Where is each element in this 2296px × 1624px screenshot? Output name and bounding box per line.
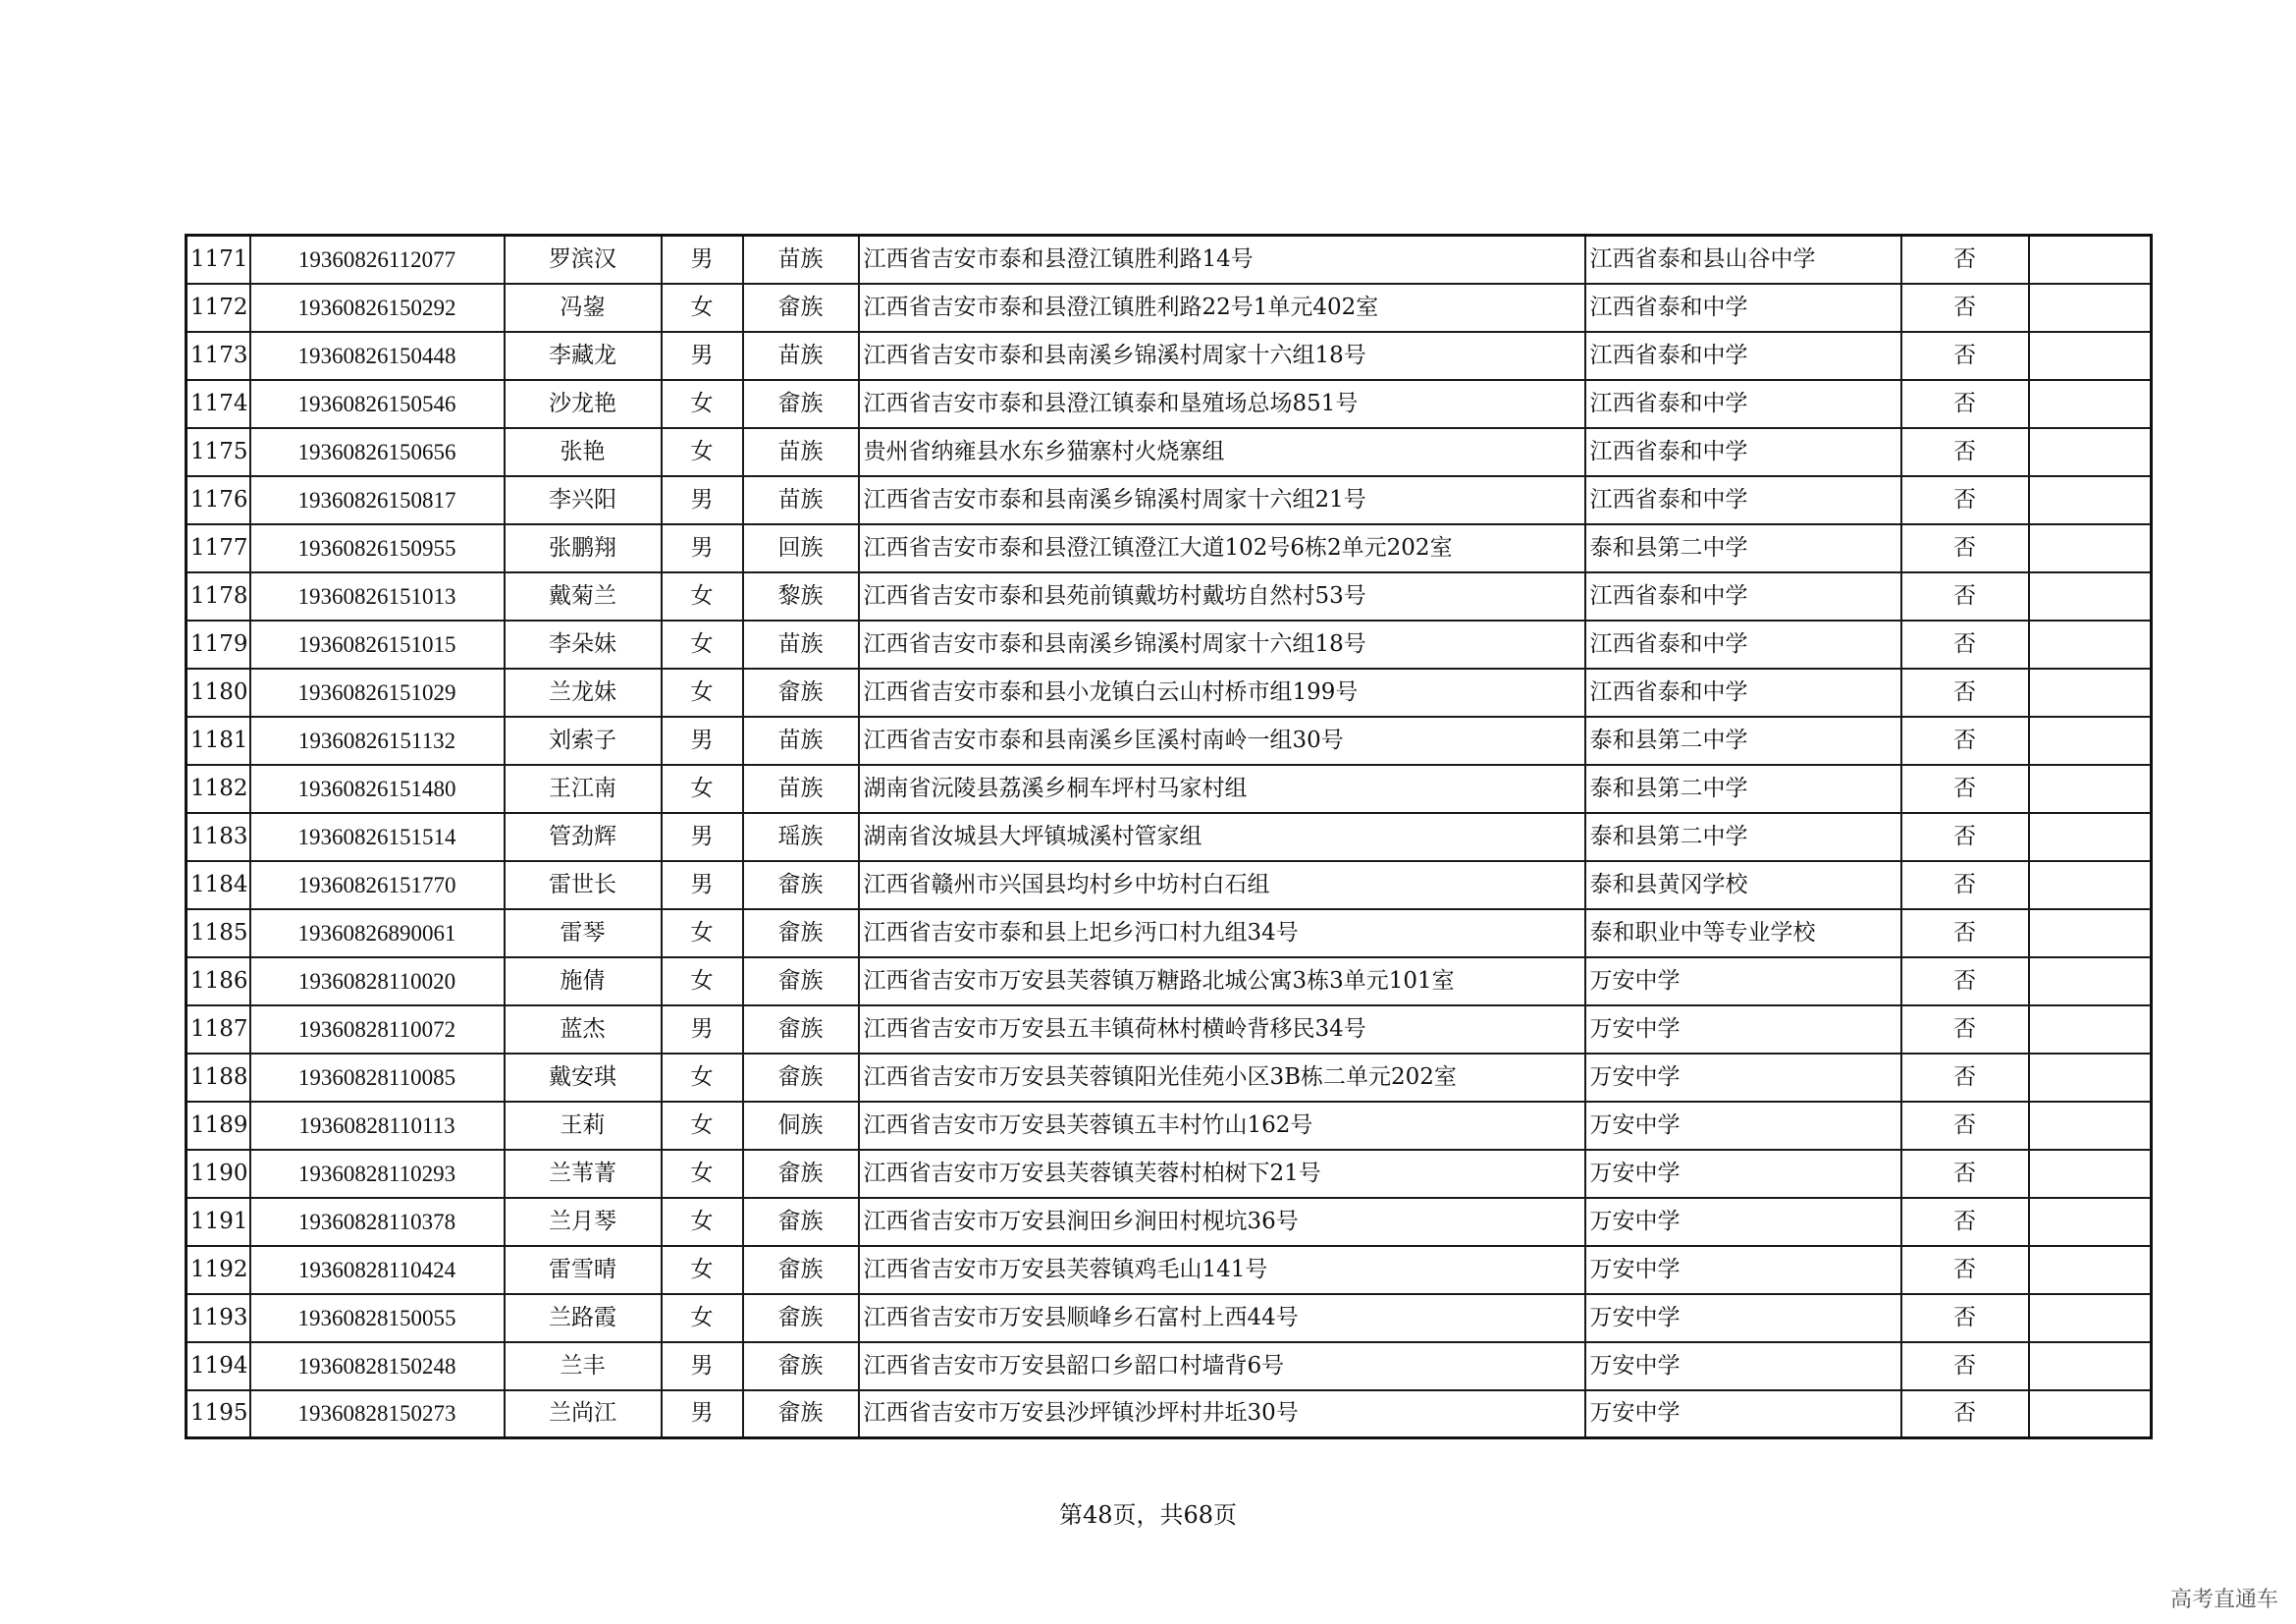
gender-cell: 女 — [662, 428, 743, 476]
bonus-flag-cell: 否 — [1901, 1246, 2029, 1294]
ethnicity-cell: 畲族 — [743, 1005, 859, 1054]
row-number-cell: 1177 — [187, 524, 250, 572]
exam-id-cell: 19360826151029 — [250, 669, 505, 717]
school-cell: 江西省泰和中学 — [1585, 380, 1901, 428]
address-cell: 江西省吉安市万安县芙蓉镇阳光佳苑小区3B栋二单元202室 — [859, 1054, 1585, 1102]
remark-cell — [2029, 1294, 2152, 1342]
address-cell: 江西省吉安市万安县顺峰乡石富村上西44号 — [859, 1294, 1585, 1342]
ethnicity-cell: 黎族 — [743, 572, 859, 621]
gender-cell: 男 — [662, 524, 743, 572]
address-cell: 江西省吉安市万安县芙蓉镇鸡毛山141号 — [859, 1246, 1585, 1294]
ethnicity-cell: 畲族 — [743, 1294, 859, 1342]
ethnicity-cell: 畲族 — [743, 909, 859, 957]
student-name-cell: 雷雪晴 — [505, 1246, 662, 1294]
bonus-flag-cell: 否 — [1901, 572, 2029, 621]
address-cell: 江西省吉安市泰和县澄江镇胜利路14号 — [859, 236, 1585, 284]
remark-cell — [2029, 861, 2152, 909]
ethnicity-cell: 畲族 — [743, 669, 859, 717]
bonus-flag-cell: 否 — [1901, 957, 2029, 1005]
school-cell: 泰和县第二中学 — [1585, 813, 1901, 861]
exam-id-cell: 19360826151132 — [250, 717, 505, 765]
table-row — [187, 572, 2152, 621]
school-cell: 江西省泰和中学 — [1585, 332, 1901, 380]
ethnicity-cell: 畲族 — [743, 1246, 859, 1294]
table-row — [187, 621, 2152, 669]
address-cell: 江西省吉安市泰和县南溪乡锦溪村周家十六组21号 — [859, 476, 1585, 524]
row-number-cell: 1185 — [187, 909, 250, 957]
exam-id-cell: 19360828150273 — [250, 1390, 505, 1438]
table-row — [187, 1102, 2152, 1150]
student-list-table — [185, 234, 2153, 1439]
school-cell: 江西省泰和中学 — [1585, 476, 1901, 524]
table-row — [187, 861, 2152, 909]
row-number-cell: 1193 — [187, 1294, 250, 1342]
exam-id-cell: 19360826112077 — [250, 236, 505, 284]
remark-cell — [2029, 717, 2152, 765]
student-name-cell: 兰月琴 — [505, 1198, 662, 1246]
table-row — [187, 1294, 2152, 1342]
student-name-cell: 兰路霞 — [505, 1294, 662, 1342]
ethnicity-cell: 畲族 — [743, 1054, 859, 1102]
bonus-flag-cell: 否 — [1901, 1390, 2029, 1438]
ethnicity-cell: 畲族 — [743, 1198, 859, 1246]
exam-id-cell: 19360826150448 — [250, 332, 505, 380]
bonus-flag-cell: 否 — [1901, 1005, 2029, 1054]
row-number-cell: 1192 — [187, 1246, 250, 1294]
exam-id-cell: 19360826150546 — [250, 380, 505, 428]
exam-id-cell: 19360826150656 — [250, 428, 505, 476]
table-row — [187, 524, 2152, 572]
address-cell: 江西省赣州市兴国县均村乡中坊村白石组 — [859, 861, 1585, 909]
row-number-cell: 1187 — [187, 1005, 250, 1054]
ethnicity-cell: 苗族 — [743, 428, 859, 476]
bonus-flag-cell: 否 — [1901, 524, 2029, 572]
row-number-cell: 1172 — [187, 284, 250, 332]
bonus-flag-cell: 否 — [1901, 861, 2029, 909]
gender-cell: 女 — [662, 957, 743, 1005]
student-name-cell: 王莉 — [505, 1102, 662, 1150]
student-name-cell: 戴安琪 — [505, 1054, 662, 1102]
table-row — [187, 1150, 2152, 1198]
ethnicity-cell: 苗族 — [743, 476, 859, 524]
address-cell: 江西省吉安市泰和县南溪乡锦溪村周家十六组18号 — [859, 621, 1585, 669]
address-cell: 江西省吉安市万安县芙蓉镇五丰村竹山162号 — [859, 1102, 1585, 1150]
remark-cell — [2029, 524, 2152, 572]
school-cell: 江西省泰和中学 — [1585, 669, 1901, 717]
school-cell: 泰和县第二中学 — [1585, 765, 1901, 813]
table-row — [187, 909, 2152, 957]
gender-cell: 男 — [662, 861, 743, 909]
row-number-cell: 1189 — [187, 1102, 250, 1150]
bonus-flag-cell: 否 — [1901, 236, 2029, 284]
student-name-cell: 李藏龙 — [505, 332, 662, 380]
address-cell: 贵州省纳雍县水东乡猫寨村火烧寨组 — [859, 428, 1585, 476]
gender-cell: 男 — [662, 1390, 743, 1438]
exam-id-cell: 19360826151514 — [250, 813, 505, 861]
student-name-cell: 罗滨汉 — [505, 236, 662, 284]
remark-cell — [2029, 284, 2152, 332]
remark-cell — [2029, 957, 2152, 1005]
row-number-cell: 1175 — [187, 428, 250, 476]
ethnicity-cell: 回族 — [743, 524, 859, 572]
address-cell: 江西省吉安市泰和县南溪乡匡溪村南岭一组30号 — [859, 717, 1585, 765]
row-number-cell: 1182 — [187, 765, 250, 813]
school-cell: 泰和县第二中学 — [1585, 524, 1901, 572]
student-name-cell: 戴菊兰 — [505, 572, 662, 621]
remark-cell — [2029, 332, 2152, 380]
bonus-flag-cell: 否 — [1901, 813, 2029, 861]
student-name-cell: 施倩 — [505, 957, 662, 1005]
bonus-flag-cell: 否 — [1901, 284, 2029, 332]
ethnicity-cell: 畲族 — [743, 380, 859, 428]
bonus-flag-cell: 否 — [1901, 1054, 2029, 1102]
school-cell: 万安中学 — [1585, 1198, 1901, 1246]
school-cell: 泰和县第二中学 — [1585, 717, 1901, 765]
exam-id-cell: 19360826151480 — [250, 765, 505, 813]
exam-id-cell: 19360828110020 — [250, 957, 505, 1005]
remark-cell — [2029, 909, 2152, 957]
row-number-cell: 1176 — [187, 476, 250, 524]
bonus-flag-cell: 否 — [1901, 1294, 2029, 1342]
exam-id-cell: 19360826150292 — [250, 284, 505, 332]
exam-id-cell: 19360828110293 — [250, 1150, 505, 1198]
ethnicity-cell: 畲族 — [743, 861, 859, 909]
remark-cell — [2029, 1005, 2152, 1054]
student-name-cell: 李朵妹 — [505, 621, 662, 669]
bonus-flag-cell: 否 — [1901, 332, 2029, 380]
bonus-flag-cell: 否 — [1901, 1342, 2029, 1390]
school-cell: 江西省泰和中学 — [1585, 572, 1901, 621]
row-number-cell: 1180 — [187, 669, 250, 717]
bonus-flag-cell: 否 — [1901, 476, 2029, 524]
exam-id-cell: 19360826151013 — [250, 572, 505, 621]
exam-id-cell: 19360828110424 — [250, 1246, 505, 1294]
school-cell: 万安中学 — [1585, 1294, 1901, 1342]
row-number-cell: 1183 — [187, 813, 250, 861]
school-cell: 万安中学 — [1585, 1390, 1901, 1438]
bonus-flag-cell: 否 — [1901, 669, 2029, 717]
bonus-flag-cell: 否 — [1901, 717, 2029, 765]
student-name-cell: 沙龙艳 — [505, 380, 662, 428]
remark-cell — [2029, 476, 2152, 524]
exam-id-cell: 19360826890061 — [250, 909, 505, 957]
exam-id-cell: 19360828150055 — [250, 1294, 505, 1342]
school-cell: 万安中学 — [1585, 1005, 1901, 1054]
watermark-text: 高考直通车 — [2169, 1588, 2278, 1612]
gender-cell: 女 — [662, 1294, 743, 1342]
table-row — [187, 1005, 2152, 1054]
table-row — [187, 332, 2152, 380]
gender-cell: 男 — [662, 813, 743, 861]
gender-cell: 女 — [662, 765, 743, 813]
row-number-cell: 1191 — [187, 1198, 250, 1246]
student-name-cell: 兰苇菁 — [505, 1150, 662, 1198]
bonus-flag-cell: 否 — [1901, 909, 2029, 957]
table-row — [187, 284, 2152, 332]
address-cell: 江西省吉安市泰和县澄江镇澄江大道102号6栋2单元202室 — [859, 524, 1585, 572]
table-row — [187, 669, 2152, 717]
address-cell: 江西省吉安市万安县韶口乡韶口村墙背6号 — [859, 1342, 1585, 1390]
student-name-cell: 李兴阳 — [505, 476, 662, 524]
gender-cell: 男 — [662, 236, 743, 284]
row-number-cell: 1178 — [187, 572, 250, 621]
ethnicity-cell: 畲族 — [743, 1390, 859, 1438]
school-cell: 万安中学 — [1585, 1102, 1901, 1150]
table-row — [187, 380, 2152, 428]
address-cell: 江西省吉安市泰和县小龙镇白云山村桥市组199号 — [859, 669, 1585, 717]
remark-cell — [2029, 380, 2152, 428]
address-cell: 江西省吉安市万安县涧田乡涧田村枧坑36号 — [859, 1198, 1585, 1246]
school-cell: 万安中学 — [1585, 957, 1901, 1005]
exam-id-cell: 19360826150955 — [250, 524, 505, 572]
remark-cell — [2029, 1390, 2152, 1438]
gender-cell: 女 — [662, 380, 743, 428]
school-cell: 泰和县黄冈学校 — [1585, 861, 1901, 909]
table-row — [187, 1198, 2152, 1246]
ethnicity-cell: 侗族 — [743, 1102, 859, 1150]
gender-cell: 男 — [662, 717, 743, 765]
address-cell: 江西省吉安市万安县沙坪镇沙坪村井坵30号 — [859, 1390, 1585, 1438]
bonus-flag-cell: 否 — [1901, 1150, 2029, 1198]
address-cell: 江西省吉安市万安县芙蓉镇万糖路北城公寓3栋3单元101室 — [859, 957, 1585, 1005]
table-row — [187, 236, 2152, 284]
gender-cell: 女 — [662, 1150, 743, 1198]
school-cell: 万安中学 — [1585, 1150, 1901, 1198]
remark-cell — [2029, 1198, 2152, 1246]
table-row — [187, 476, 2152, 524]
ethnicity-cell: 苗族 — [743, 621, 859, 669]
address-cell: 江西省吉安市泰和县澄江镇泰和垦殖场总场851号 — [859, 380, 1585, 428]
bonus-flag-cell: 否 — [1901, 1102, 2029, 1150]
address-cell: 江西省吉安市泰和县南溪乡锦溪村周家十六组18号 — [859, 332, 1585, 380]
school-cell: 江西省泰和中学 — [1585, 621, 1901, 669]
bonus-flag-cell: 否 — [1901, 765, 2029, 813]
bonus-flag-cell: 否 — [1901, 1198, 2029, 1246]
remark-cell — [2029, 813, 2152, 861]
student-name-cell: 兰丰 — [505, 1342, 662, 1390]
exam-id-cell: 19360828110085 — [250, 1054, 505, 1102]
address-cell: 江西省吉安市泰和县上圯乡沔口村九组34号 — [859, 909, 1585, 957]
remark-cell — [2029, 428, 2152, 476]
student-name-cell: 管劲辉 — [505, 813, 662, 861]
address-cell: 湖南省汝城县大坪镇城溪村管家组 — [859, 813, 1585, 861]
gender-cell: 女 — [662, 1054, 743, 1102]
gender-cell: 女 — [662, 572, 743, 621]
ethnicity-cell: 畲族 — [743, 1342, 859, 1390]
table-row — [187, 1342, 2152, 1390]
gender-cell: 男 — [662, 476, 743, 524]
gender-cell: 女 — [662, 909, 743, 957]
row-number-cell: 1179 — [187, 621, 250, 669]
bonus-flag-cell: 否 — [1901, 428, 2029, 476]
remark-cell — [2029, 765, 2152, 813]
row-number-cell: 1190 — [187, 1150, 250, 1198]
gender-cell: 女 — [662, 1102, 743, 1150]
ethnicity-cell: 苗族 — [743, 236, 859, 284]
gender-cell: 女 — [662, 621, 743, 669]
ethnicity-cell: 苗族 — [743, 717, 859, 765]
gender-cell: 女 — [662, 284, 743, 332]
gender-cell: 男 — [662, 1005, 743, 1054]
row-number-cell: 1173 — [187, 332, 250, 380]
school-cell: 万安中学 — [1585, 1054, 1901, 1102]
row-number-cell: 1184 — [187, 861, 250, 909]
row-number-cell: 1194 — [187, 1342, 250, 1390]
student-name-cell: 王江南 — [505, 765, 662, 813]
school-cell: 江西省泰和中学 — [1585, 284, 1901, 332]
gender-cell: 女 — [662, 1198, 743, 1246]
row-number-cell: 1188 — [187, 1054, 250, 1102]
bonus-flag-cell: 否 — [1901, 380, 2029, 428]
row-number-cell: 1195 — [187, 1390, 250, 1438]
table-row — [187, 1054, 2152, 1102]
remark-cell — [2029, 1150, 2152, 1198]
gender-cell: 女 — [662, 1246, 743, 1294]
table-row — [187, 1390, 2152, 1438]
student-name-cell: 兰尚江 — [505, 1390, 662, 1438]
table-row — [187, 1246, 2152, 1294]
school-cell: 江西省泰和县山谷中学 — [1585, 236, 1901, 284]
remark-cell — [2029, 236, 2152, 284]
table-row — [187, 765, 2152, 813]
exam-id-cell: 19360828110072 — [250, 1005, 505, 1054]
ethnicity-cell: 畲族 — [743, 1150, 859, 1198]
exam-id-cell: 19360826151015 — [250, 621, 505, 669]
school-cell: 万安中学 — [1585, 1246, 1901, 1294]
exam-id-cell: 19360828150248 — [250, 1342, 505, 1390]
ethnicity-cell: 畲族 — [743, 957, 859, 1005]
gender-cell: 男 — [662, 332, 743, 380]
student-name-cell: 兰龙妹 — [505, 669, 662, 717]
remark-cell — [2029, 1054, 2152, 1102]
table-row — [187, 957, 2152, 1005]
table-row — [187, 813, 2152, 861]
exam-id-cell: 19360826150817 — [250, 476, 505, 524]
school-cell: 江西省泰和中学 — [1585, 428, 1901, 476]
student-name-cell: 张艳 — [505, 428, 662, 476]
ethnicity-cell: 畲族 — [743, 284, 859, 332]
school-cell: 万安中学 — [1585, 1342, 1901, 1390]
student-name-cell: 张鹏翔 — [505, 524, 662, 572]
gender-cell: 男 — [662, 1342, 743, 1390]
row-number-cell: 1186 — [187, 957, 250, 1005]
student-name-cell: 雷琴 — [505, 909, 662, 957]
student-name-cell: 雷世长 — [505, 861, 662, 909]
remark-cell — [2029, 1102, 2152, 1150]
remark-cell — [2029, 572, 2152, 621]
row-number-cell: 1171 — [187, 236, 250, 284]
student-name-cell: 蓝杰 — [505, 1005, 662, 1054]
page-number: 第48页，共68页 — [1058, 1501, 1238, 1529]
address-cell: 江西省吉安市万安县芙蓉镇芙蓉村柏树下21号 — [859, 1150, 1585, 1198]
student-name-cell: 刘索子 — [505, 717, 662, 765]
row-number-cell: 1174 — [187, 380, 250, 428]
table-row — [187, 428, 2152, 476]
ethnicity-cell: 苗族 — [743, 765, 859, 813]
student-name-cell: 冯鋆 — [505, 284, 662, 332]
school-cell: 泰和职业中等专业学校 — [1585, 909, 1901, 957]
address-cell: 江西省吉安市泰和县澄江镇胜利路22号1单元402室 — [859, 284, 1585, 332]
gender-cell: 女 — [662, 669, 743, 717]
exam-id-cell: 19360826151770 — [250, 861, 505, 909]
table-row — [187, 717, 2152, 765]
exam-id-cell: 19360828110378 — [250, 1198, 505, 1246]
row-number-cell: 1181 — [187, 717, 250, 765]
remark-cell — [2029, 1246, 2152, 1294]
ethnicity-cell: 苗族 — [743, 332, 859, 380]
address-cell: 江西省吉安市泰和县苑前镇戴坊村戴坊自然村53号 — [859, 572, 1585, 621]
exam-id-cell: 19360828110113 — [250, 1102, 505, 1150]
remark-cell — [2029, 669, 2152, 717]
ethnicity-cell: 瑶族 — [743, 813, 859, 861]
address-cell: 湖南省沅陵县荔溪乡桐车坪村马家村组 — [859, 765, 1585, 813]
remark-cell — [2029, 1342, 2152, 1390]
address-cell: 江西省吉安市万安县五丰镇荷林村横岭背移民34号 — [859, 1005, 1585, 1054]
bonus-flag-cell: 否 — [1901, 621, 2029, 669]
remark-cell — [2029, 621, 2152, 669]
